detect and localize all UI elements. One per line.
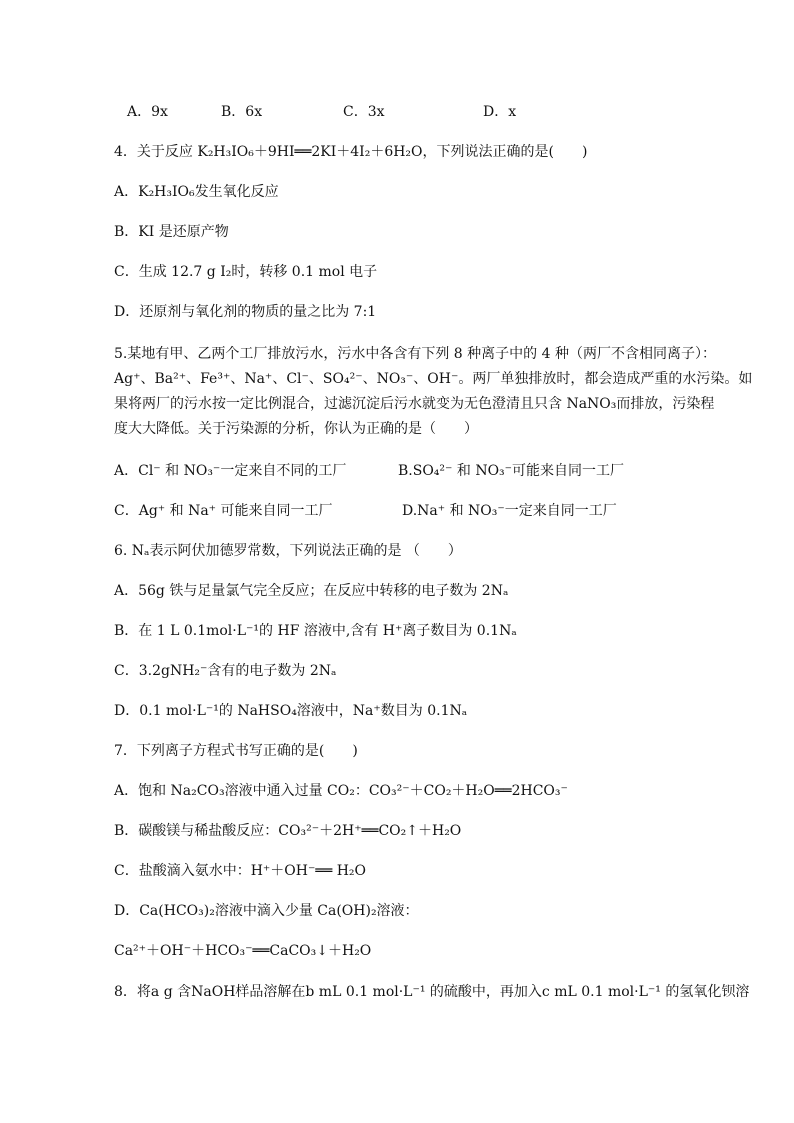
- q5-option-a: A．Cl⁻ 和 NO₃⁻一定来自不同的工厂: [114, 463, 347, 479]
- q4-option-d: D．还原剂与氧化剂的物质的量之比为 7:1: [114, 304, 377, 320]
- q6-option-a: A．56g 铁与足量氯气完全反应；在反应中转移的电子数为 2Nₐ: [114, 583, 509, 599]
- q5-stem-line-2: Ag⁺、Ba²⁺、Fe³⁺、Na⁺、Cl⁻、SO₄²⁻、NO₃⁻、OH⁻。两厂单独排放时，都会造成严重的水污染。如: [114, 371, 753, 387]
- q4-stem: 4．关于反应 K₂H₃IO₆＋9HI══2KI＋4I₂＋6H₂O，下列说法正确的是( ): [114, 144, 588, 160]
- q5-stem-line-1: 5.某地有甲、乙两个工厂排放污水，污水中各含有下列 8 种离子中的 4 种（两厂不含相同离子）：: [114, 346, 716, 362]
- q6-option-c: C．3.2gNH₂⁻含有的电子数为 2Nₐ: [114, 663, 337, 679]
- q7-stem: 7．下列离子方程式书写正确的是( ): [114, 743, 358, 759]
- q5-option-c: C．Ag⁺ 和 Na⁺ 可能来自同一工厂: [114, 503, 333, 519]
- q6-stem: 6. Nₐ表示阿伏加德罗常数，下列说法正确的是 （ ）: [114, 543, 462, 559]
- q4-option-b: B．KI 是还原产物: [114, 224, 229, 240]
- q6-option-d: D．0.1 mol·L⁻¹的 NaHSO₄溶液中，Na⁺数目为 0.1Nₐ: [114, 703, 468, 719]
- q5-option-d: D.Na⁺ 和 NO₃⁻一定来自同一工厂: [402, 503, 617, 519]
- q3-option-b: B．6x: [221, 104, 263, 120]
- q5-stem-line-4: 度大大降低。关于污染源的分析，你认为正确的是（ ）: [114, 421, 478, 437]
- q3-option-d: D．x: [483, 104, 517, 120]
- q3-option-c: C．3x: [343, 104, 385, 120]
- q7-option-d: D．Ca(HCO₃)₂溶液中滴入少量 Ca(OH)₂溶液：: [114, 903, 419, 919]
- q5-option-b: B.SO₄²⁻ 和 NO₃⁻可能来自同一工厂: [398, 463, 625, 479]
- q4-option-a: A．K₂H₃IO₆发生氧化反应: [114, 184, 279, 200]
- q6-option-b: B．在 1 L 0.1mol·L⁻¹的 HF 溶液中,含有 H⁺离子数目为 0.1Nₐ: [114, 623, 517, 639]
- q5-stem-line-3: 果将两厂的污水按一定比例混合，过滤沉淀后污水就变为无色澄清且只含 NaNO₃而排放，污染程: [114, 396, 715, 412]
- q3-option-a: A．9x: [127, 104, 168, 120]
- q7-option-d-equation: Ca²⁺＋OH⁻＋HCO₃⁻══CaCO₃↓＋H₂O: [114, 943, 372, 959]
- q7-option-b: B．碳酸镁与稀盐酸反应：CO₃²⁻＋2H⁺══CO₂↑＋H₂O: [114, 823, 462, 839]
- q4-option-c: C．生成 12.7 g I₂时，转移 0.1 mol 电子: [114, 264, 378, 280]
- q7-option-c: C．盐酸滴入氨水中：H⁺＋OH⁻══ H₂O: [114, 863, 366, 879]
- q7-option-a: A．饱和 Na₂CO₃溶液中通入过量 CO₂：CO₃²⁻＋CO₂＋H₂O══2HCO₃⁻: [114, 783, 568, 799]
- q8-stem: 8．将a g 含NaOH样品溶解在b mL 0.1 mol·L⁻¹ 的硫酸中，再加入c mL 0.1 mol·L⁻¹ 的氢氧化钡溶: [114, 984, 750, 1000]
